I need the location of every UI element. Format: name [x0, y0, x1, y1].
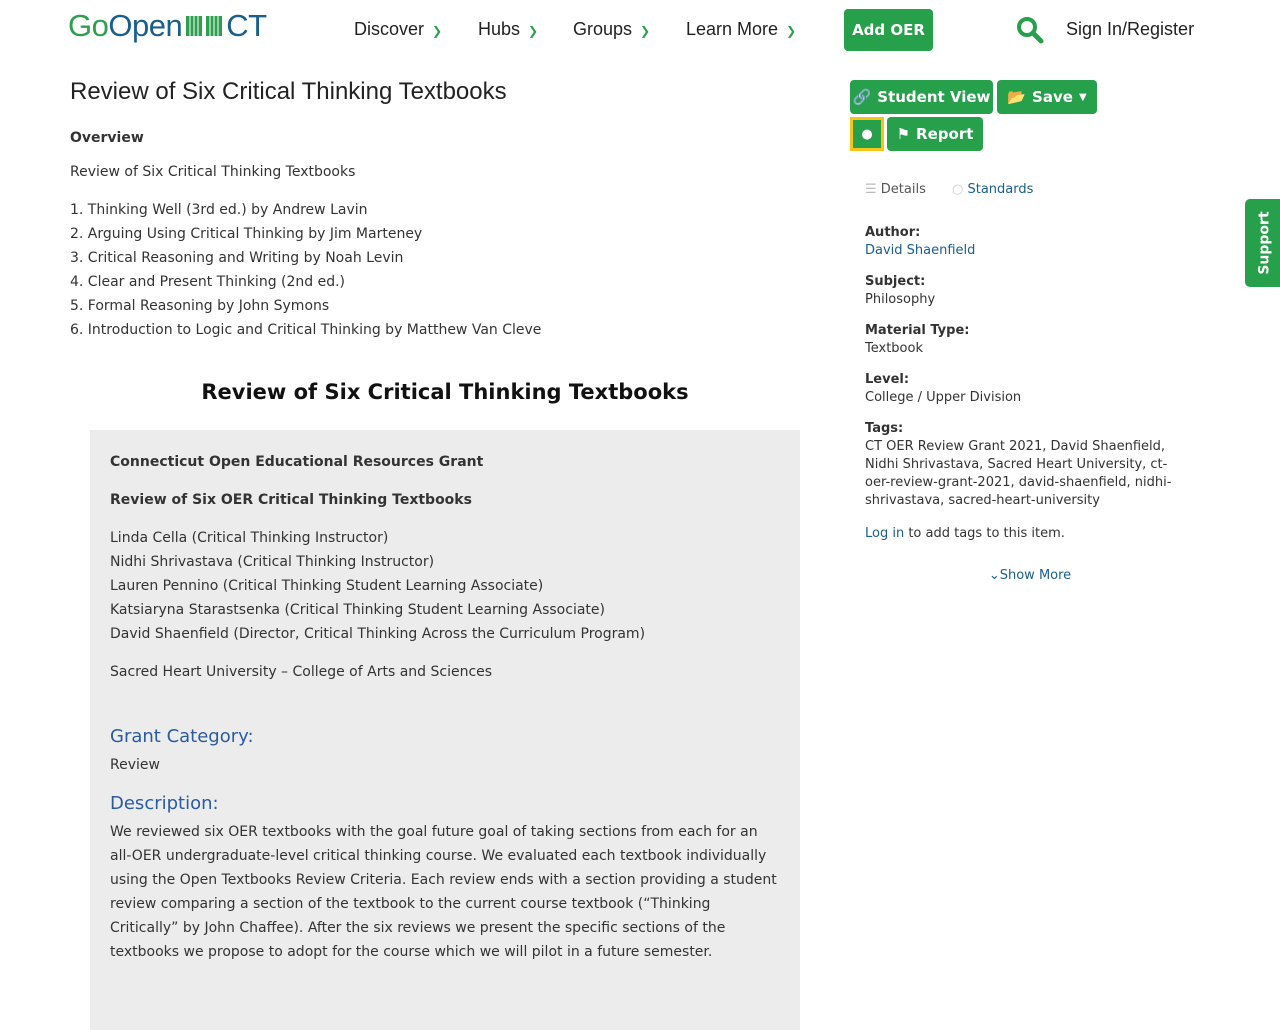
- grant-name: Connecticut Open Educational Resources Grant: [110, 454, 484, 470]
- circle-icon: ○: [952, 182, 964, 197]
- list-item: 6. Introduction to Logic and Critical Thinking by Matthew Van Cleve: [70, 322, 542, 338]
- sign-in-link[interactable]: Sign In/Register: [1066, 19, 1195, 39]
- chevron-down-icon: ⌄: [988, 568, 1000, 583]
- folder-open-icon: 📂: [1007, 88, 1027, 106]
- save-button[interactable]: 📂 Save ▼: [997, 80, 1097, 114]
- person: David Shaenfield (Director, Critical Thinking Across the Curriculum Program): [110, 626, 646, 642]
- details-panel: Author: David Shaenfield Subject: Philosophy Material Type: Textbook Level: College / Upper Division Tags: CT OER Review Grant 2021, David Shaenfield, Nidhi Shrivastava, Sacred Heart University, ct-oer-review-grant-2021, david-shaenfield, nidhi-shrivastava, sacred-heart-university Log in to add tags to this item. ⌄Show More: [865, 224, 1185, 585]
- report-button[interactable]: ⚑ Report: [887, 117, 983, 151]
- google-classroom-button[interactable]: [850, 117, 884, 151]
- author-link[interactable]: David Shaenfield: [865, 243, 976, 258]
- nav-learn-more[interactable]: Learn More ❯: [686, 19, 797, 39]
- list-item: 1. Thinking Well (3rd ed.) by Andrew Lavin: [70, 202, 368, 218]
- description-label: Description:: [110, 793, 219, 814]
- student-view-button[interactable]: 🔗 Student View: [850, 80, 993, 114]
- flag-icon: ⚑: [896, 125, 911, 143]
- people-list: [110, 526, 780, 646]
- document-box: [90, 430, 800, 1030]
- textbook-list: [70, 198, 800, 342]
- person: Nidhi Shrivastava (Critical Thinking Instructor): [110, 554, 435, 570]
- list-item: 2. Arguing Using Critical Thinking by Jim Marteney: [70, 226, 423, 242]
- description-text: We reviewed six OER textbooks with the goal future goal of taking sections from each for an all-OER undergraduate-level critical thinking course. We evaluated each textbook individually using the Open Textbooks Review Criteria. Each review ends with a section providing a student review comparing a section of the textbook to the current course textbook (“Thinking Critically” by John Chaffee). After the six reviews we present the specific sections of the textbooks we propose to adopt for the course which we will pilot in a future semester.: [110, 824, 777, 960]
- list-item: 3. Critical Reasoning and Writing by Noah Levin: [70, 250, 404, 266]
- person: Linda Cella (Critical Thinking Instructor): [110, 530, 389, 546]
- nav-hubs[interactable]: Hubs ❯: [478, 19, 539, 39]
- grant-category: Review: [110, 757, 160, 773]
- support-tab[interactable]: Support: [1245, 199, 1280, 287]
- grant-category-label: Grant Category:: [110, 726, 254, 747]
- person: Lauren Pennino (Critical Thinking Student Learning Associate): [110, 578, 544, 594]
- classroom-icon: ●: [861, 126, 873, 142]
- tags-list: CT OER Review Grant 2021, David Shaenfield, Nidhi Shrivastava, Sacred Heart University, ct-oer-review-grant-2021, david-shaenfield, nidhi-shrivastava, sacred-heart-university: [865, 439, 1172, 508]
- page-title: Review of Six Critical Thinking Textbooks: [70, 78, 507, 105]
- nav-discover[interactable]: Discover ❯: [354, 19, 443, 39]
- chevron-down-icon: ❯: [432, 24, 443, 38]
- caret-down-icon: ▼: [1078, 91, 1087, 103]
- overview-label: Overview: [70, 130, 144, 146]
- overview-text: Review of Six Critical Thinking Textbooks: [70, 164, 356, 180]
- list-icon: ☰: [865, 182, 877, 197]
- document-subtitle: Review of Six OER Critical Thinking Textbooks: [110, 492, 472, 508]
- chevron-down-icon: ❯: [786, 24, 797, 38]
- header: [0, 0, 1280, 62]
- person: Katsiaryna Starastsenka (Critical Thinking Student Learning Associate): [110, 602, 605, 618]
- institution: Sacred Heart University – College of Arts and Sciences: [110, 664, 493, 680]
- tab-details[interactable]: ☰ Details: [865, 182, 926, 197]
- link-icon: 🔗: [852, 88, 872, 106]
- tab-standards[interactable]: ○ Standards: [952, 182, 1034, 197]
- login-link[interactable]: Log in: [865, 526, 905, 541]
- chevron-down-icon: ❯: [528, 24, 539, 38]
- chevron-down-icon: ❯: [640, 24, 651, 38]
- list-item: 5. Formal Reasoning by John Symons: [70, 298, 330, 314]
- search-icon[interactable]: [1016, 16, 1044, 44]
- nav-groups[interactable]: Groups ❯: [573, 19, 651, 39]
- book-icon: [184, 12, 224, 40]
- document-title: Review of Six Critical Thinking Textbooks: [201, 380, 689, 404]
- show-more-link[interactable]: ⌄Show More: [988, 568, 1072, 583]
- add-oer-button[interactable]: Add OER: [844, 9, 933, 51]
- logo[interactable]: GoOpen CT: [68, 8, 267, 43]
- list-item: 4. Clear and Present Thinking (2nd ed.): [70, 274, 346, 290]
- main-content: [70, 78, 800, 404]
